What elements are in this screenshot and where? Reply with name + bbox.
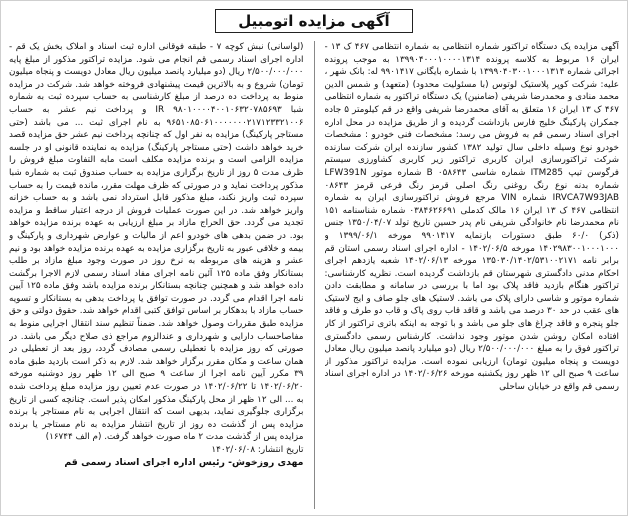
- right-column-text: آگهی مزایده یک دستگاه تراکتور شماره انتظامی به شماره انتظامی ۴۶۷ ک ۱۳ - ایران ۱۶ مربوط به کلاسه پرونده ۱۳۹۹۰۴۰۰۰۱۰۰۰۰۱۳۱۴ به موجب پرونده اجرائی شماره ۱۳۹۹۰۴۰۳۰۰۱۰۰۰۱۳۱۴ با شماره بایگانی ۹۹۰۱۴۱۷ له: بانک شهر ، علیه: شرکت کوپر پلاستیک لوتوس (با مسئولیت محدود) (متعهد) و شمس الدین محمد منادی و محمدرضا شریفی (ضامنین) یک دستگاه تراکتور به شماره انتظامی ۴۶۷ ک ۱۳ ایران ۱۶ متعلق به آقای محمدرضا شریفی واقع در قم کیلومتر ۵ جاده جمکران پارکینگ خلیج فارس بازداشت گردیده و از طریق مزایده در محل اداره اجرای اسناد رسمی قم به فروش می رسد: مشخصات فنی خودرو : مشخصات خودرو نوع وسیله داخلی سال تولید ۱۳۸۲ کشور سازنده ایران شرکت سازنده شرکت تراکتورسازی ایران کاربری تراکتور زیر کاربری کشاورزی سیستم فرگوسن تیپ ITM285 شماره شاسی ۰۵۸۶۴۳ B شماره موتور LFW391N شماره بدنه نوع رنگ روغنی رنگ اصلی قرمز رنگ فرعی قرمز ۰۸۶۴۳ IRVCA7W93JAB شماره VIN مرجع فروش تراکتورسازی ایران به شماره انتظامی ۴۶۷ ک ۱۳ ایران ۱۶ مالک کدملی ۰۳۸۴۶۲۶۶۹۱ شماره شناسنامه ۱۵۱ نام محمدرضا نام خانوادگی شریفی نام پدر حسین تاریخ تولد ۱۳۵۰/۰۴/۰۷ جنس (ذکر) ۶۰/۰ طبق دستورات بازنمایه ۹۹۰۱۴۱۷ مورخه ۱۳۹۹/۰۶/۱ و ۱۴۰۲۹۸۳۰۰۱۰۰۰۱۰۰۰ مورخه ۱۴۰۲/۰۶/۵ - اداره اجرای اسناد رسمی استان قم برابر نامه ۱۳۵۰۳۰/۱۴۰۲/۵۳۱۰۰۲۱۷۱ مورخه ۱۴۰۲/۰۶/۱۳ شعبه یازدهم اجرای احکام مدنی دادگستری شهرستان قم بازداشت گردیده است. نظریه کارشناسی: تراکتور هنگام بازدید فاقد پلاک بود اما با بررسی در سامانه و مطابقت دادن شماره موتور و شاسی دارای پلاک می باشد. لاستیک های جلو صاف و ایج لاستیک های عقب در حد ۳۰ درصد می باشد و قاقد قاب روی پاک و قاب دو طرف و فاقد جلو پنجره و فاقد چراغ های جلو می باشد و با توجه به اینکه باتری تراکتور از کار افتاده امکان روشن شدن موتور وجود نداشت. کارشناس رسمی دادگستری تراکتور فوق را به مبلغ ۲/۵۰۰/۰۰۰/۰۰۰ ریال (دو میلیارد پانصد میلیون ریال معادل دویست و پنجاه میلیون تومان) ارزیابی نموده است. مزایده تراکتور مذکور از ساعت ۹ صبح الی ۱۲ ظهر روز یکشنبه مورخه ۱۴۰۲/۰۶/۲۶ در اداره اجرای اسناد رسمی قم واقع در خیابان ساحلی: [324, 42, 619, 393]
- left-column-text: (لواسانی) نبش کوچه ۷ - طبقه فوقانی اداره ثبت اسناد و املاک بخش یک قم - اداره اجرای اسناد رسمی قم انجام می شود. مزایده تراکتور مذکور از مبلغ پایه ۲/۵۰۰/۰۰۰/۰۰۰ ریال (دو میلیارد پانصد میلیون ریال معادل دویست و پنجاه میلیون تومان) شروع و به بالاترین قیمت پیشنهادی فروخته خواهد شد. شرکت در مزایده منوط به پرداخت ده درصد از مبلغ کارشناسی به حساب سپرده ثبت به شماره شبا IR ۹۸۰۱۰۰۰۰۴۰۰۱۰۶۳۲۰۷۸۵۶۹۳ و پرداخت نیم عشر به حساب ۹۶۵۱۰۸۵۰۶۱۰۰۰۰۰۰۰۲۱۷۱۲۳۳۲۱۰۰۶ به نام اجرای ثبت ... می باشد (حتی مستاجر پارکینگ) مزایده به نفر اول که چنانچه پرداخت نیم عشر حق مزایده قصد خرید خواهد داشت (حتی مستاجر پارکینگ) مزایده به نماینده قانونی او در جلسه مزایده الزامی است و برنده مزایده مکلف است مابه التفاوت مبلغ فروش را ظرف مدت ۵ روز از تاریخ برگزاری مزایده به حساب صندوق ثبت به شماره شبا مذکور پرداخت نماید و در صورتی که ظرف مهلت مقرر، مانده قیمت را به حساب سپرده ثبت واریز نکند، مبلغ مذکور قابل استرداد نمی باشد و به حساب خزانه واریز خواهد شد. در این صورت عملیات فروش از درجه اعتبار ساقط و مزایده تجدید می گردد. حق الحراج مازاد بر مبلغ ارزیابی به عهده برنده مزایده خواهد بود. در ضمن بدهی های خودرو اعم از مالیات و عوارض شهرداری و پارکینگ و بیمه و خلافی عبور به تاریخ برگزاری مزایده به عهده برنده مزایده خواهد بود و نیم عشر و هزینه های مربوطه به نرخ روز در صورت وجود مبلغ مازاد بر طلب بستانکار وفق ماده ۱۲۵ آئین نامه اجرای مفاد اسناد رسمی لازم الاجرا برگشت داده خواهد شد و همچنین چنانچه بستانکار برنده مزایده باشد وفق ماده ۱۲۵ آیین نامه اجرا اقدام می گردد. در صورت توافق یا پرداخت بدهی به بستانکار و تسویه حساب مازاد با بدهکار بر اساس توافق کتبی اقدام خواهد شد. حقوق دولتی و حق مزایده طبق مقررات وصول خواهد شد. ضمناً تنظیم سند انتقال اجرایی منوط به مفاصاحساب دارایی و شهرداری و عندالزوم مراجع ذی صلاح دیگر می باشد. در صورتی که روز مزایده با تعطیلی رسمی مصادف گردد، روز بعد از تعطیلی در همان ساعت و مکان مقرر برگزار خواهد شد. لازم به ذکر است بازدید طبق ماده ۳۹ مکرر آیین نامه اجرا از ساعت ۹ صبح الی ۱۲ ظهر روز دوشنبه مورخه ۱۴۰۲/۰۶/۲۰ تا ۱۴۰۲/۰۶/۲۲ در صورت عدم تعیین روز مزایده مبلغ پرداخت شده به ... الی ۱۲ ظهر از محل پارکینگ مذکور امکان پذیر است. چنانچه کسی از تاریخ برگزاری جلوگیری نماید، بدیهی است که انتقال اجرایی به نام مستاجر یا برنده مزایده پس از گذشت ده روز از تاریخ انتشار مزایده به نام مستاجر یا برنده مزایده پس از گذشت مدت ۲ ماه صورت خواهد گرفت. (م الف ۱۶۷۴۴): [9, 42, 304, 443]
- notice-columns: [9, 41, 619, 509]
- signature-line: مهدی روزخوش- رئیس اداره اجرای اسناد رسمی قم: [64, 456, 304, 468]
- column-divider: [314, 41, 315, 509]
- notice-title: آگهی مزایده اتومبیل: [215, 9, 412, 33]
- notice-header: [1, 7, 627, 35]
- right-column: [325, 41, 620, 509]
- left-column: [9, 41, 304, 509]
- publish-date: تاریخ انتشار: ۱۴۰۲/۰۶/۰۸: [211, 445, 304, 455]
